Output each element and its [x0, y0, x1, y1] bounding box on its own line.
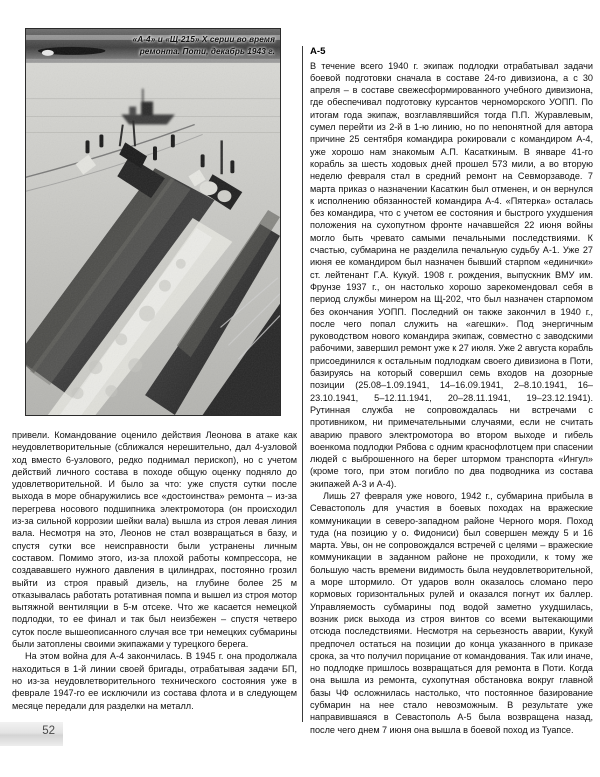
page-number: 52 [42, 725, 55, 737]
column-divider [302, 46, 303, 722]
photo-illustration [26, 29, 280, 415]
right-column-body [310, 60, 593, 736]
right-paragraph-1: В течение всего 1940 г. экипаж подлодки отрабатывал задачи боевой подготовки сначала в составе 24-го дивизиона, а с 30 апреля – в составе свежесформированного учебного дивизиона, где обеспечивал подготовку курсантов черноморского УОПП. По итогам года экипаж, возглавлявшийся тогда П.П. Журавлевым, сумел перейти из 2-й в 1-ю линию, но по непонятной для автора причине 25 сентября командира рокировали с командиром А-4, уже хорошо нам знакомым А.П. Касаткиным. В январе 41-го корабль за шесть ходовых дней прошел 573 мили, а во вторую неделю февраля стал в средний ремонт на Севморзаводе. 7 марта приказ о назначении Касаткин был отменен, и он вернулся к исполнению обязанностей командира А-4. «Пятерка» осталась без командира, что с учетом ее состояния и быстрого ухудшения положения на сухопутном фронте начавшейся 22 июня войны могло быть чревато самыми печальными последствиями. К счастью, субмарина не разделила печальную судьбу А-1. Уже 27 июня ее командиром был назначен бывший старпом «единички» ст. лейтенант Г.А. Кукуй. 1908 г. рождения, выпускник ВМУ им. Фрунзе 1937 г., он настолько хорошо зарекомендовал себя в период службы минером на Щ-202, что был назначен старпомом без окончания УОПП. Последний он также закончил в 1940 г., после чего попал служить на «агешки». Под энергичным руководством нового командира экипаж, совместно с заводскими рабочими, завершил ремонт уже к 27 июля. Уже 2 августа корабль присоединился к остальным подлодкам своего дивизиона в Поти, базируясь на который совершил семь входов на дозорные позиции (25.08–1.09.1941, 14–16.09.1941, 2–8.10.1941, 16–23.10.1941, 5–12.11.1941, 20–28.11.1941, 19–23.12.1941). Рутинная служба не сопровождалась ни встречами с противником, ни примечательными случаями, если не считать аварию правого электромотора во втором выходе и гибель военкома подлодки Рябова с одним краснофлотцем при спасении людей с выброшенного на берег штормом транспорта «Ингул» (кроме того, при этом погибло по два подводника из состава экипажей А-3 и А-4). [310, 60, 593, 489]
left-paragraph-1: привели. Командование оценило действия Леонова в атаке как неудовлетворительные (сближался нерешительно, дал 4-узловой ход вместо 6-узлового, редко поднимал перископ), но с учетом действий личного состава в походе общую оценку подняло до удовлетворительной. И было за что: уже спустя сутки после выхода в море обнаружились все «достоинства» ремонта – из-за перегрева носового подшипника электромотора (он происходил из-за сильной коррозии шейки вала) вышла из строя левая линия вала. Несмотря на это, Леонов не стал возвращаться в базу, и спустя сутки все неисправности были устранены личным составом. Помимо этого, из-за плохой работы компрессора, не создававшего нужного давления в цилиндрах, постоянно грозил выйти из строя правый дизель, на глубине более 25 м отказывалась работать ротативная помпа и вышел из строя мотор вытяжной вентиляции в 5-м отсеке. Что же касается немецкой подлодки, то ее финал и так был неизбежен – спустя четверо суток после вышеописанного случая все три немецких субмарины были затоплены своими экипажами у турецкого берега. [12, 430, 297, 650]
section-heading: А-5 [310, 46, 326, 57]
photo-image [25, 28, 281, 416]
photo-caption: «А-4» и «Щ-215» X серии во время ремонта. Поти, декабрь 1943 г. [132, 35, 275, 56]
folio-block [0, 722, 63, 746]
right-column-text [310, 46, 593, 735]
right-paragraph-2: Лишь 27 февраля уже нового, 1942 г., субмарина прибыла в Севастополь для участия в боевых походах на вражеские коммуникации в северо-западном районе Черного моря. Поход туда (на позицию у о. Фидониси) был совершен между 5 и 16 марта. Увы, он не сопровождался встречей с целями – вражеские коммуникации в заданном районе не проходили, к тому же большую часть времени видимость была неудовлетворительной, а море штормило. От ударов волн оказалось сломано перо кормовых горизонтальных рулей и оказался погнут их баллер. Управляемость субмарины под водой заметно ухудшилась, возник риск выхода из строя винтов со всеми вытекающими отсюда последствиями. Несмотря на серьезность аварии, Кукуй предпочел остаться на позиции до конца указанного в приказе срока, за что получил порицание от командования. Так или иначе, но подлодке пришлось возвращаться для ремонта в Поти. Когда она вышла из ремонта, сухопутная обстановка вокруг главной базы ЧФ осложнилась настолько, что постоянное базирование субмарин на нее стало невозможным. В результате уже направившаяся в Севастополь А-5 была возвращена назад, после чего днем 7 июня она вышла в боевой поход из Туапсе. [310, 490, 593, 735]
left-column-text [12, 429, 297, 712]
photo-figure [25, 28, 281, 416]
left-paragraph-2: На этом война для А-4 закончилась. В 1945 г. она продолжала находиться в 1-й линии своей бригады, отрабатывая задачи БП, но из-за неудовлетворительного технического состояния уже в феврале 1947-го ее исключили из состава флота и в следующем месяце передали для разделки на металл. [12, 651, 297, 711]
